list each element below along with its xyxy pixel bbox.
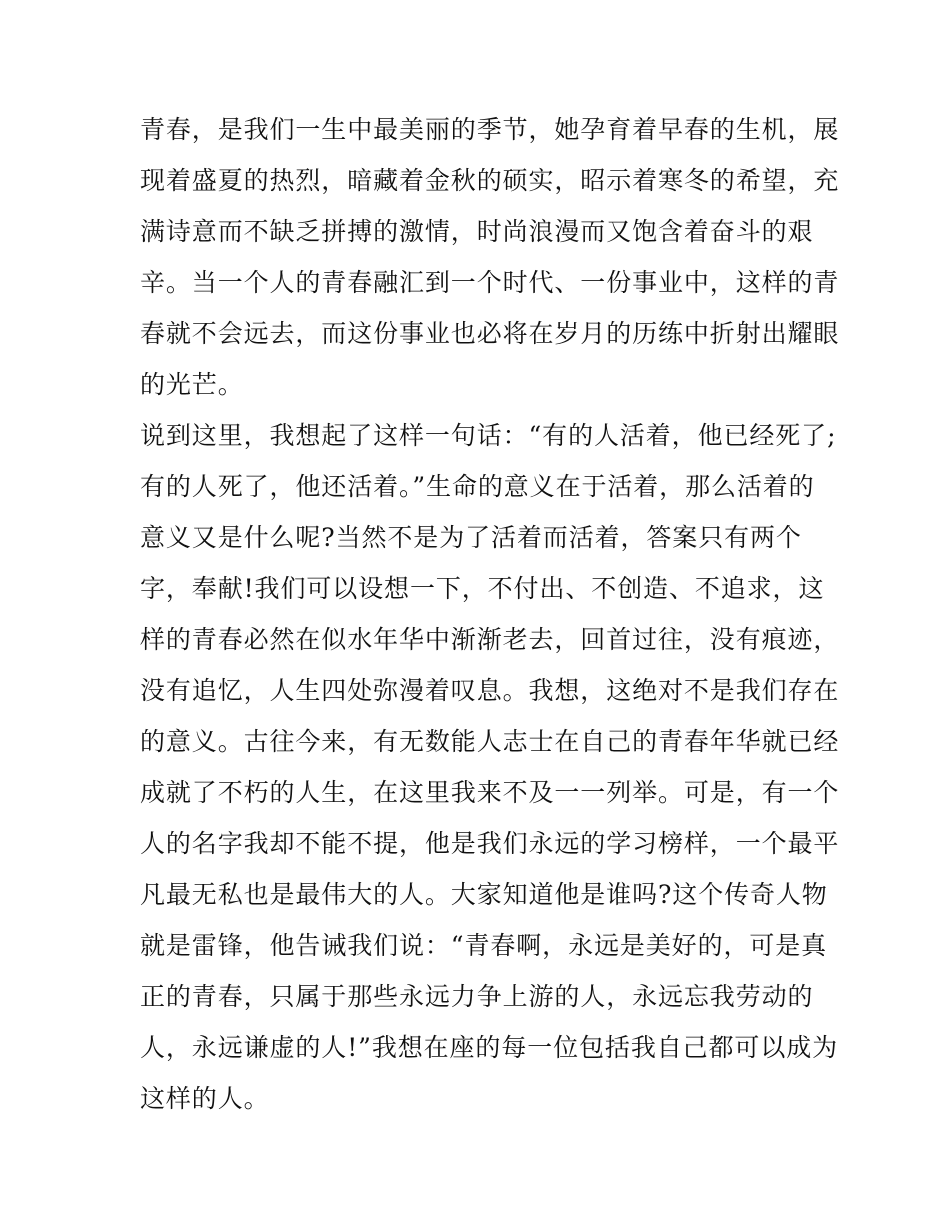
text-line: 正的青春，只属于那些永远力争上游的人，永远忘我劳动的 [140,982,814,1011]
text-line: 凡最无私也是最伟大的人。大家知道他是谁吗?这个传奇人物 [140,880,828,909]
text-line: 这样的人。 [140,1084,270,1113]
text-line: 字，奉献!我们可以设想一下，不付出、不创造、不追求，这 [140,574,825,603]
text-line: 青春，是我们一生中最美丽的季节，她孕育着早春的生机，展 [140,115,840,144]
text-line: 样的青春必然在似水年华中渐渐老去，回首过往，没有痕迹， [140,625,840,654]
paragraph-2 [140,410,840,1124]
paragraph-1 [140,104,840,410]
text-line: 现着盛夏的热烈，暗藏着金秋的硕实，昭示着寒冬的希望，充 [140,166,840,195]
text-line: 辛。当一个人的青春融汇到一个时代、一份事业中，这样的青 [140,268,840,297]
text-line: 说到这里，我想起了这样一句话：“有的人活着，他已经死了; [140,421,837,450]
text-line: 成就了不朽的人生，在这里我来不及一一列举。可是，有一个 [140,778,840,807]
text-line: 意义又是什么呢?当然不是为了活着而活着，答案只有两个 [140,523,802,552]
text-line: 没有追忆，人生四处弥漫着叹息。我想，这绝对不是我们存在 [140,676,840,705]
text-line: 人的名字我却不能不提，他是我们永远的学习榜样，一个最平 [140,829,840,858]
text-line: 有的人死了，他还活着。”生命的意义在于活着，那么活着的 [140,472,815,501]
text-line: 人，永远谦虚的人!”我想在座的每一位包括我自己都可以成为 [140,1033,839,1062]
text-line: 的光芒。 [140,370,244,399]
text-line: 就是雷锋，他告诫我们说：“青春啊，永远是美好的，可是真 [140,931,828,960]
document-body [140,104,840,1124]
text-line: 满诗意而不缺乏拼搏的激情，时尚浪漫而又饱含着奋斗的艰 [140,217,814,246]
text-line: 的意义。古往今来，有无数能人志士在自己的青春年华就已经 [140,727,840,756]
text-line: 春就不会远去，而这份事业也必将在岁月的历练中折射出耀眼 [140,319,840,348]
